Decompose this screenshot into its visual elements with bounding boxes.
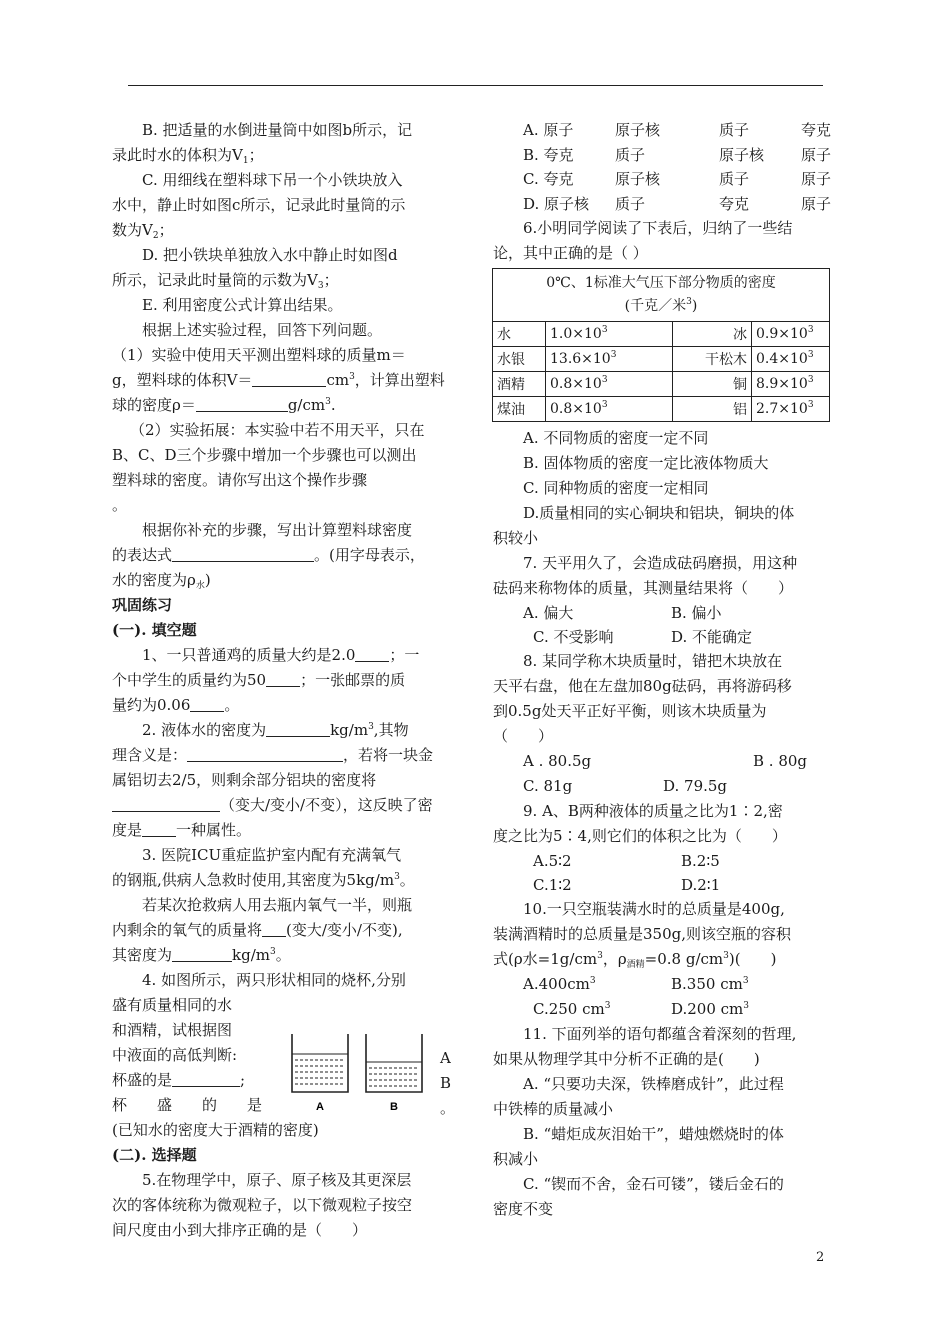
- f1-line3: 量约为0.06 。: [112, 696, 240, 714]
- c5-option-cell: 原子核: [615, 121, 661, 139]
- c8-line1: 8. 某同学称木块质量时，错把木块放在: [523, 652, 783, 670]
- c5-option-row: [493, 143, 833, 168]
- page-number: 2: [816, 1250, 825, 1265]
- c6-option-b: B. 固体物质的密度一定比液体物质大: [523, 454, 769, 472]
- c5-line2: 次的客体统称为微观粒子，以下微观粒子按空: [112, 1196, 413, 1214]
- right-column: [493, 118, 833, 1222]
- blank: [172, 1071, 240, 1087]
- q2-line1: （2）实验拓展：本实验中若不用天平，只在: [130, 421, 425, 439]
- f4-side-letters: [440, 1046, 455, 1121]
- c5-option-cell: 原子核: [719, 145, 765, 164]
- c9-options-row2: C.1∶2 D.2∶1: [533, 876, 721, 894]
- c11-option-a-line2: 中铁棒的质量减小: [493, 1100, 614, 1118]
- blank: [187, 746, 343, 762]
- c6-option-a: A. 不同物质的密度一定不同: [523, 429, 709, 447]
- f4-line6: 杯 盛 的 是: [112, 1096, 263, 1114]
- table-cell: 水: [493, 322, 546, 347]
- c5-option-cell: 原子: [801, 145, 832, 164]
- q2-line7: 水的密度为$\rho_水$): [112, 571, 211, 591]
- c5-option-cell: 质子: [615, 145, 646, 164]
- c6-option-d-line2: 积较小: [493, 529, 539, 547]
- f3-line3: 若某次抢救病人用去瓶内氧气一半，则瓶: [142, 896, 413, 914]
- c5-option-cell: C. 夸克: [523, 170, 574, 188]
- f3-line2: 的钢瓶,供病人急救时使用,其密度为$5kg/m^3$。: [112, 871, 415, 889]
- f4-line4: 中液面的高低判断:: [112, 1046, 238, 1064]
- blank: [266, 671, 300, 687]
- f4-side-a: A: [440, 1049, 451, 1067]
- c5-line3: 间尺度由小到大排序正确的是（ ）: [112, 1221, 368, 1239]
- beaker-b-label: B: [390, 1101, 398, 1113]
- blank: [190, 696, 224, 712]
- table-cell: 干松木: [673, 347, 752, 372]
- blank: [266, 721, 330, 737]
- c7-options-row1: A. 偏大 B. 偏小: [523, 604, 722, 622]
- f4-line2: 盛有质量相同的水: [112, 996, 233, 1014]
- blank: [112, 796, 220, 812]
- table-row: [493, 372, 830, 397]
- section-consolidate: 巩固练习: [112, 596, 173, 614]
- c6-line2: 论，其中正确的是（ ）: [493, 244, 648, 262]
- c5-line1: 5.在物理学中，原子、原子核及其更深层: [142, 1171, 412, 1189]
- c5-option-row: [493, 118, 833, 143]
- c5-option-cell: 原子: [801, 194, 832, 213]
- blank: [172, 546, 314, 562]
- c7-options-row2: C. 不受影响 D. 不能确定: [533, 628, 753, 646]
- q1-line3: 球的密度$\rho= g/cm^3$.: [112, 396, 336, 414]
- c9-line2: 度之比为5∶4,则它们的体积之比为（ ）: [493, 827, 787, 845]
- c5-option-row: [493, 192, 833, 217]
- beaker-b: [366, 1034, 422, 1092]
- step-c-line3: 数为$V_2$；: [112, 221, 174, 241]
- f2-line1: 2. 液体水的密度为 $kg/m^3$,其物: [142, 721, 409, 739]
- c5-option-cell: 夸克: [719, 194, 750, 213]
- density-rows: [493, 322, 830, 422]
- q1-line1: （1）实验中使用天平测出塑料球的质量m＝: [112, 346, 406, 364]
- c11-line2: 如果从物理学其中分析不正确的是( ): [493, 1050, 760, 1068]
- c5-option-cell: B. 夸克: [523, 145, 574, 164]
- q2-line6: 的表达式 。(用字母表示，: [112, 546, 425, 564]
- blank: [355, 646, 389, 662]
- c6-line1: 6.小明同学阅读了下表后，归纳了一些结: [523, 219, 793, 237]
- table-cell: 水银: [493, 347, 546, 372]
- blank: [196, 396, 288, 412]
- f3-line1: 3. 医院ICU重症监护室内配有充满氧气: [142, 846, 402, 864]
- blank: [172, 946, 232, 962]
- step-b-line1: B. 把适量的水倒进量筒中如图b所示，记: [142, 121, 413, 139]
- step-d-line1: D. 把小铁块单独放入水中静止时如图d: [142, 246, 398, 264]
- c6-option-c: C. 同种物质的密度一定相同: [523, 479, 709, 497]
- table-row: [493, 397, 830, 422]
- c11-option-a-line1: A. “只要功夫深，铁棒磨成针”，此过程: [523, 1075, 784, 1093]
- f3-line5: 其密度为 $kg/m^3$。: [112, 946, 291, 964]
- density-table: [492, 268, 830, 422]
- c5-option-cell: D. 原子核: [523, 194, 590, 213]
- table-cell: 煤油: [493, 397, 546, 422]
- blank: [262, 921, 286, 937]
- c7-line1: 7. 天平用久了，会造成砝码磨损，用这种: [523, 554, 798, 572]
- table-caption: 0℃、1标准大气压下部分物质的密度 (千克／米$^3$): [493, 269, 830, 322]
- c11-option-b-line1: B. “蜡炬成灰泪始干”，蜡烛燃烧时的体: [523, 1125, 784, 1143]
- f1-line1: 1、一只普通鸡的质量大约是2.0 ；一: [142, 646, 420, 664]
- c9-options-row1: A.5∶2 B.2∶5: [533, 852, 720, 870]
- f1-line2: 个中学生的质量约为50 ；一张邮票的质: [112, 671, 406, 689]
- f2-line3: 属铝切去2/5，则剩余部分铝块的密度将: [112, 771, 377, 789]
- c6-option-d-line1: D.质量相同的实心铜块和铝块，铜块的体: [523, 504, 795, 522]
- table-cell: 铜: [673, 372, 752, 397]
- q2-line5: 根据你补充的步骤，写出计算塑料球密度: [142, 521, 413, 539]
- table-cell: 酒精: [493, 372, 546, 397]
- c7-line2: 砝码来称物体的质量，其测量结果将（ ）: [493, 579, 794, 597]
- c10-line3: 式(ρ水$=1g/cm^3$，$\rho_{酒精}=0.8$ $g/cm^3$)( ): [493, 950, 777, 970]
- q2-line2: B、C、D三个步骤中增加一个步骤也可以测出: [112, 446, 417, 464]
- step-c-line1: C. 用细线在塑料球下吊一个小铁块放入: [142, 171, 403, 189]
- c8-line3: 到0.5g处天平正好平衡，则该木块质量为: [493, 702, 767, 720]
- c8-line4: （ ）: [493, 727, 554, 745]
- c11-option-b-line2: 积减小: [493, 1150, 539, 1168]
- blank: [252, 371, 326, 387]
- beaker-a-label: A: [316, 1101, 324, 1113]
- f3-line4: 内剩余的氧气的质量将 (变大/变小/不变),: [112, 921, 403, 939]
- blank: [142, 821, 176, 837]
- q2-line4: 。: [112, 496, 128, 514]
- c8-options-row2: C. 81g D. 79.5g: [523, 777, 728, 795]
- c11-line1: 11. 下面列举的语句都蕴含着深刻的哲理,: [523, 1025, 797, 1043]
- f2-line4: （变大/变小/不变），这反映了密: [112, 793, 466, 817]
- step-d-line2: 所示，记录此时量筒的示数为$V_3$；: [112, 271, 339, 291]
- c10-line1: 10.一只空瓶装满水时的总质量是400g,: [523, 900, 785, 918]
- section-choice: (二). 选择题: [112, 1146, 197, 1164]
- c5-option-cell: 原子核: [615, 170, 661, 188]
- c5-options: [493, 118, 833, 216]
- table-cell: 铝: [673, 397, 752, 422]
- f4-line1: 4. 如图所示，两只形状相同的烧杯,分别: [142, 971, 406, 989]
- c5-option-cell: 原子: [801, 170, 832, 188]
- c9-line1: 9. A、B两种液体的质量之比为1∶2,密: [523, 802, 783, 820]
- c5-option-cell: 质子: [719, 170, 750, 188]
- c11-option-c-line1: C. “锲而不舍，金石可镂”，镂后金石的: [523, 1175, 784, 1193]
- f4-line3: 和酒精，试根据图: [112, 1021, 233, 1039]
- c5-option-cell: 夸克: [801, 121, 832, 139]
- f2-line2: 理含义是： ，若将一块金: [112, 746, 434, 764]
- table-cell: $8.9\times 10^3$: [752, 372, 830, 397]
- c10-options-row2: C.250 $cm^3$ D.200 $cm^3$: [533, 1000, 750, 1018]
- table-cell: $0.9\times 10^3$: [752, 322, 830, 347]
- table-cell: $0.4\times 10^3$: [752, 347, 830, 372]
- table-cell: $0.8\times 10^3$: [546, 372, 673, 397]
- header-rule: [128, 85, 823, 86]
- f4-line7: (已知水的密度大于酒精的密度): [112, 1121, 319, 1139]
- step-b-line2: 录此时水的体积为$V_1$；: [112, 146, 264, 166]
- c8-line2: 天平右盘，他在左盘加80g砝码，再将游码移: [493, 677, 792, 695]
- f4-side-b: B: [440, 1074, 452, 1092]
- q2-line3: 塑料球的密度。请你写出这个操作步骤: [112, 471, 368, 489]
- table-cell: 冰: [673, 322, 752, 347]
- table-row: [493, 347, 830, 372]
- table-cell: $0.8\times 10^3$: [546, 397, 673, 422]
- f4-line5: 杯盛的是 ;: [112, 1071, 246, 1089]
- beaker-a: [292, 1034, 348, 1092]
- c10-options-row1: $A.400cm^3$ B.350 $cm^3$: [523, 975, 749, 993]
- table-cell: $2.7\times 10^3$: [752, 397, 830, 422]
- table-cell: $13.6\times 10^3$: [546, 347, 673, 372]
- f2-line5: 度是 一种属性。: [112, 821, 252, 839]
- table-row: [493, 322, 830, 347]
- f4-side-end: 。: [440, 1099, 456, 1117]
- table-cell: $1.0\times 10^3$: [546, 322, 673, 347]
- c5-option-cell: 质子: [719, 121, 750, 139]
- beakers-figure: [286, 1030, 438, 1118]
- c5-option-row: [493, 167, 833, 192]
- step-e: E. 利用密度公式计算出结果。: [142, 296, 343, 314]
- c5-option-cell: A. 原子: [523, 121, 574, 139]
- c11-option-c-line2: 密度不变: [493, 1200, 554, 1218]
- question-intro: 根据上述实验过程，回答下列问题。: [142, 321, 383, 339]
- step-c-line2: 水中，静止时如图c所示，记录此时量筒的示: [112, 196, 406, 214]
- section-fill-in: (一). 填空题: [112, 621, 197, 639]
- c10-line2: 装满酒精时的总质量是350g,则该空瓶的容积: [493, 925, 792, 943]
- c8-options-row1: A . 80.5g B . 80g: [523, 752, 808, 770]
- q1-line2: g，塑料球的体积$V= cm^3$，计算出塑料: [112, 371, 445, 389]
- c5-option-cell: 质子: [615, 194, 646, 213]
